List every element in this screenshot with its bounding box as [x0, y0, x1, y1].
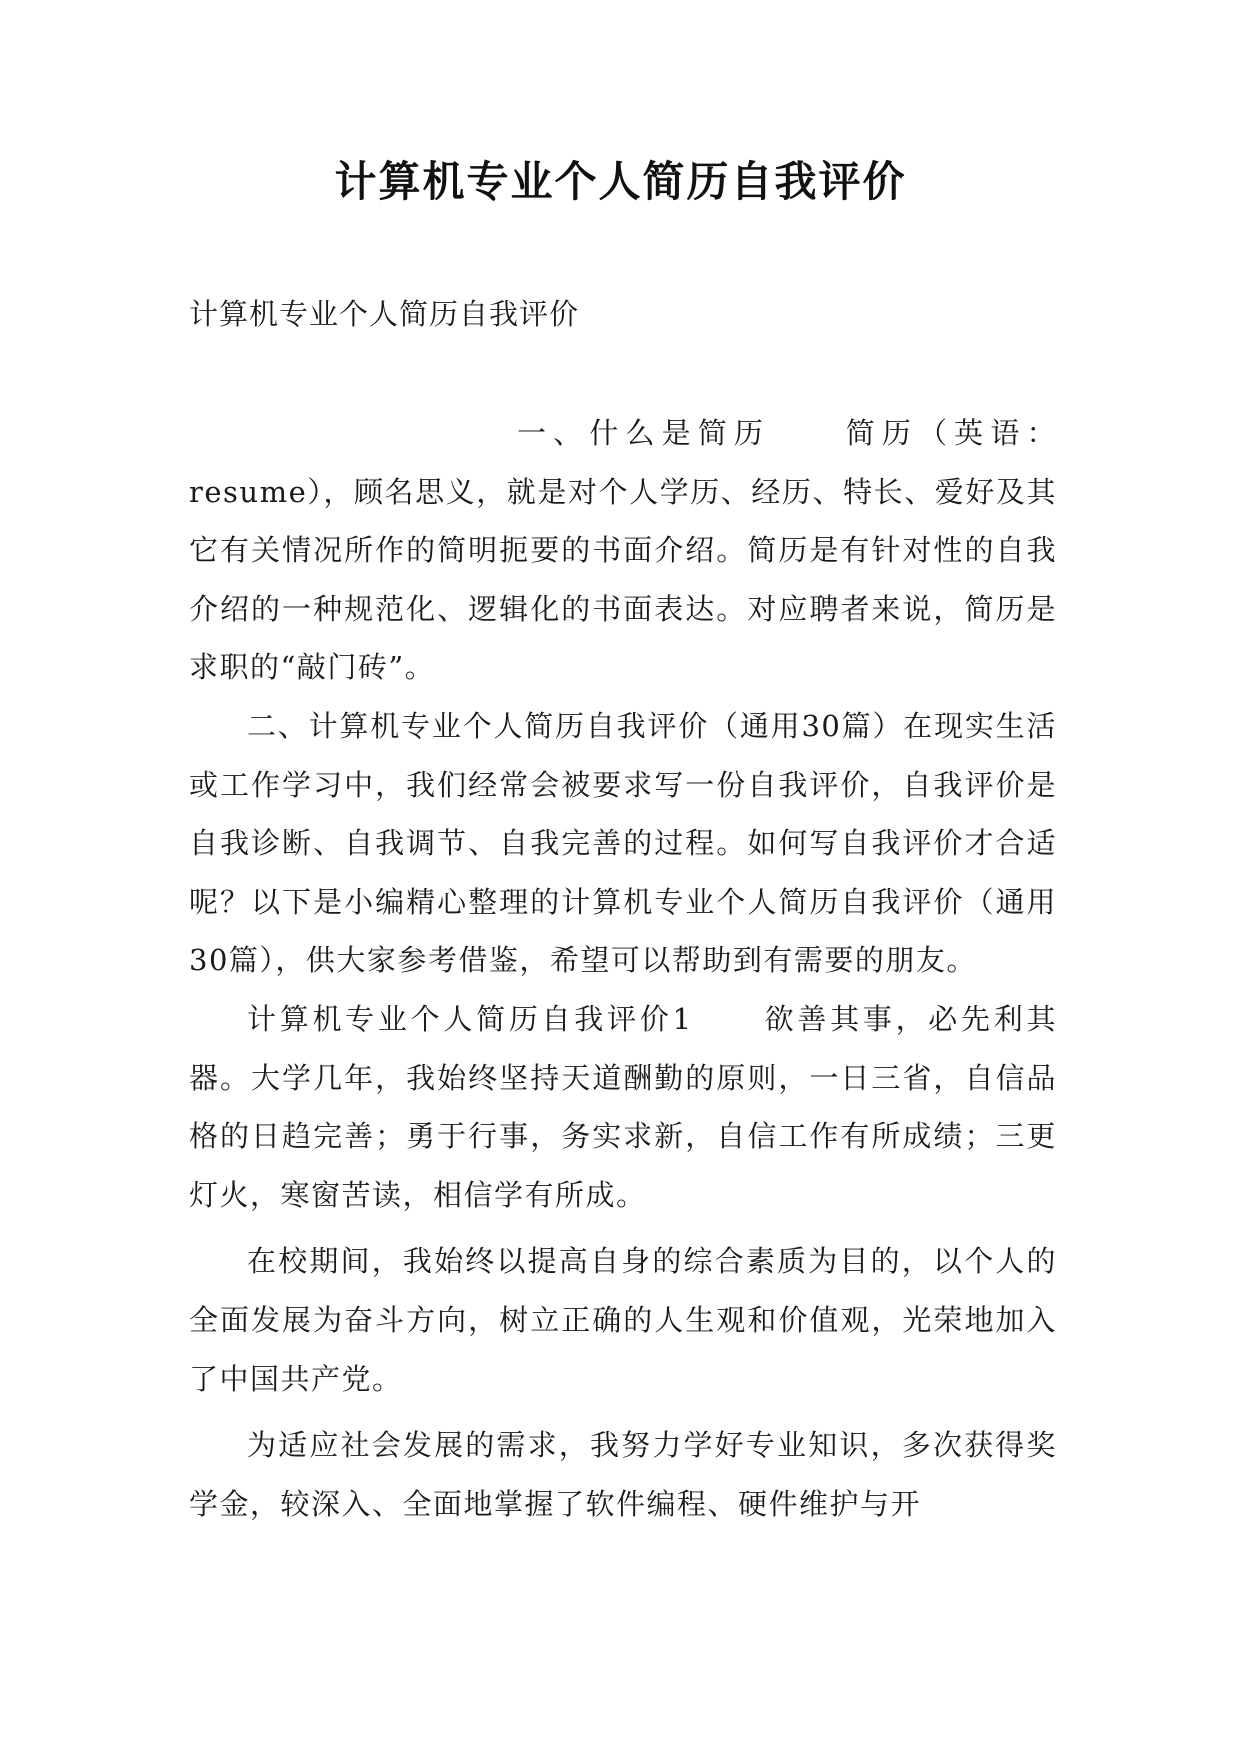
essay-text: 欲善其事，必先利其器。大学几年，我始终坚持天道酬勤的原则，一日三省，自信品格的日趋完善；勇于行事，务实求新，自信工作有所成绩；三更灯火，寒窗苦读，相信学有所成。	[189, 1001, 1057, 1212]
essay-1	[189, 990, 1057, 1224]
section-what-is-resume	[189, 404, 1057, 697]
section-heading: 一、什么是简历	[517, 416, 771, 450]
document-title: 计算机专业个人简历自我评价	[334, 157, 907, 206]
essay-heading: 计算机专业个人简历自我评价1	[247, 1001, 693, 1036]
body-paragraph: 在校期间，我始终以提高自身的综合素质为目的，以个人的全面发展为奋斗方向，树立正确的人生观和价值观，光荣地加入了中国共产党。	[189, 1244, 1057, 1396]
section-text: 简历（英语：resume），顾名思义，就是对个人学历、经历、特长、爱好及其它有关情况所作的简明扼要的书面介绍。简历是有针对性的自我介绍的一种规范化、逻辑化的书面表达。对应聘者来说，简历是求职的“敲门砖”。	[189, 416, 1057, 685]
document-subtitle: 计算机专业个人简历自我评价	[189, 297, 580, 331]
body-paragraph: 为适应社会发展的需求，我努力学好专业知识，多次获得奖学金，较深入、全面地掌握了软件编程、硬件维护与开	[189, 1428, 1057, 1521]
section-self-evaluation-intro	[189, 697, 1057, 990]
document-body	[189, 404, 1057, 1533]
section-text: 在现实生活或工作学习中，我们经常会被要求写一份自我评价，自我评价是自我诊断、自我调节、自我完善的过程。如何写自我评价才合适呢？以下是小编精心整理的计算机专业个人简历自我评价（通用30篇），供大家参考借鉴，希望可以帮助到有需要的朋友。	[189, 708, 1057, 978]
section-heading: 二、计算机专业个人简历自我评价（通用30篇）	[247, 708, 904, 743]
